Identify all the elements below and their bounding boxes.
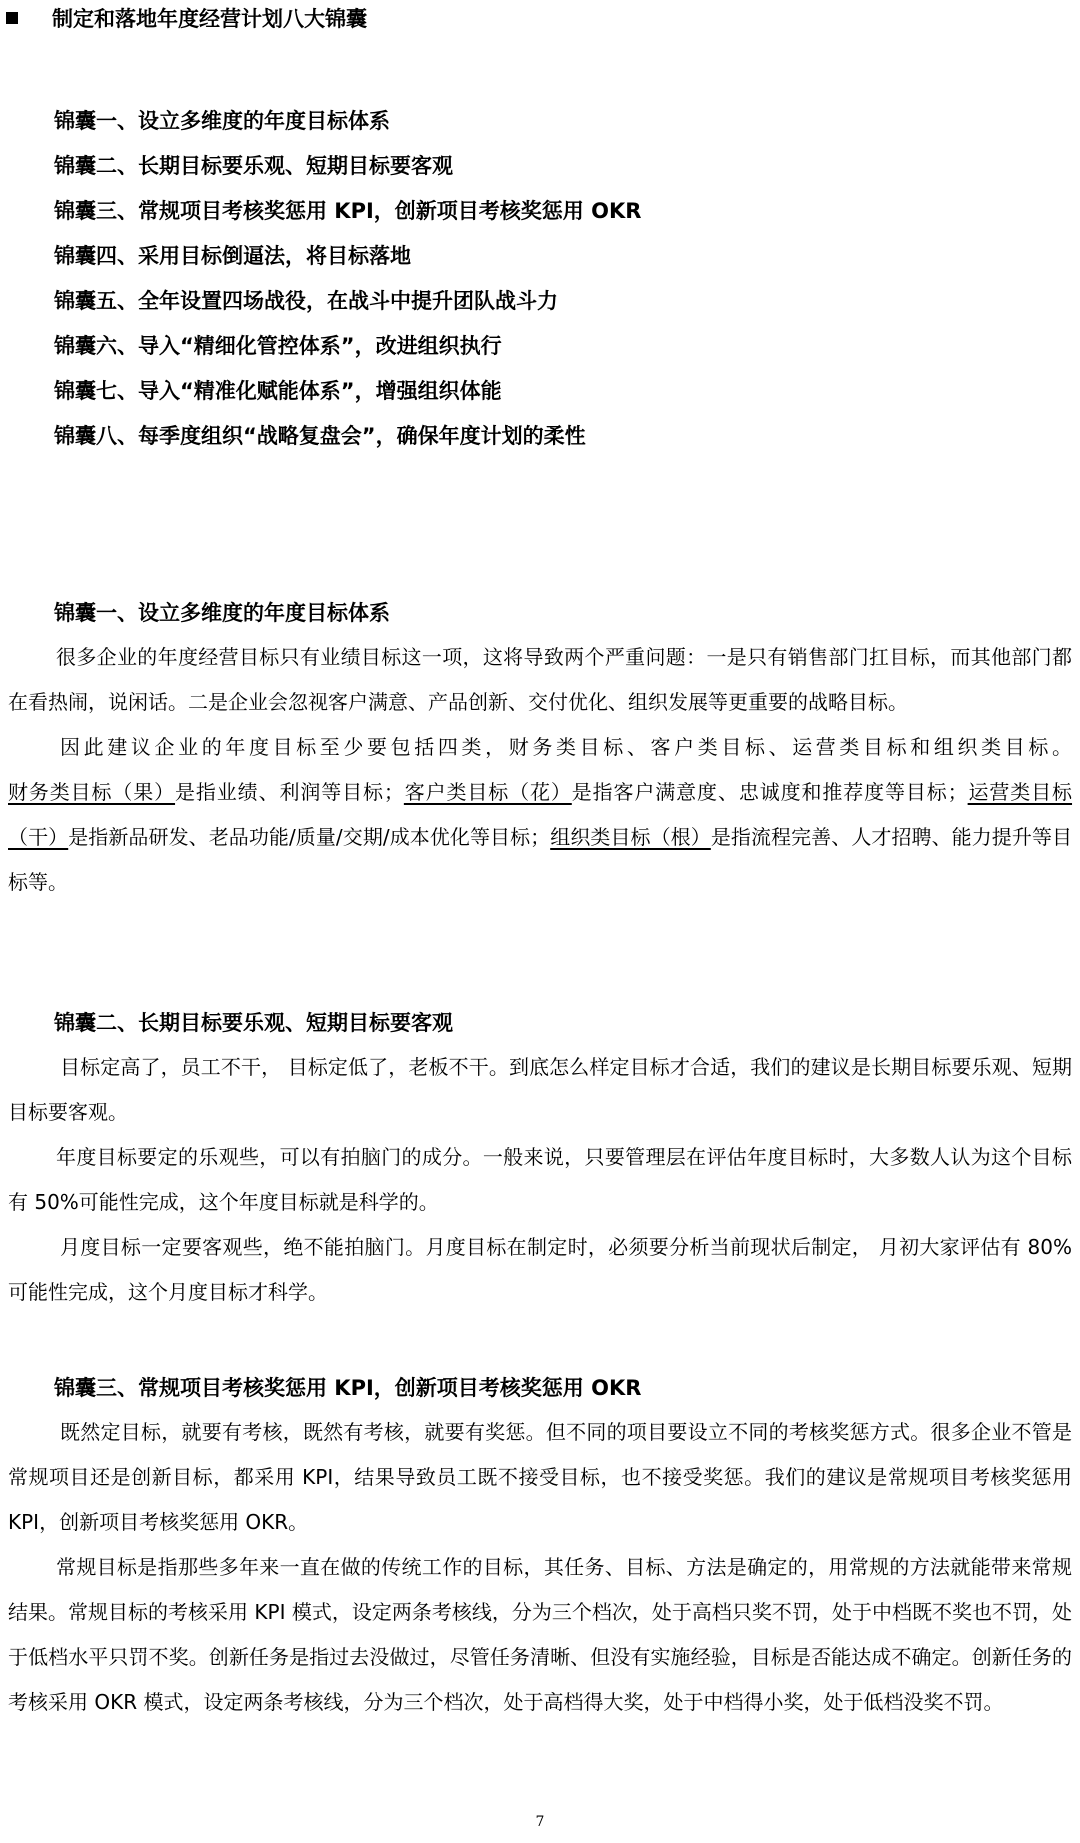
- paragraph: 既然定目标，就要有考核，既然有考核，就要有奖惩。但不同的项目要设立不同的考核奖惩方式。很多企业不管是常规项目还是创新目标，都采用 KPI，结果导致员工既不接受目标，也不接受奖惩。我们的建议是常规项目考核奖惩用 KPI，创新项目考核奖惩用 OKR。: [8, 1420, 1072, 1534]
- operations-goal-text: 是指新品研发、老品功能/质量/交期/成本优化等目标；: [68, 825, 551, 849]
- section-heading: 锦囊三、常规项目考核奖惩用 KPI，创新项目考核奖惩用 OKR: [54, 1376, 642, 1400]
- tips-list-item: 锦囊三、常规项目考核奖惩用 KPI，创新项目考核奖惩用 OKR: [54, 199, 642, 223]
- tips-list-item: 锦囊四、采用目标倒逼法，将目标落地: [54, 244, 411, 268]
- paragraph: 月度目标一定要客观些，绝不能拍脑门。月度目标在制定时，必须要分析当前现状后制定， 月初大家评估有 80%可能性完成，这个月度目标才科学。: [8, 1235, 1072, 1304]
- tips-list-item: 锦囊一、设立多维度的年度目标体系: [54, 109, 390, 133]
- section-heading: 锦囊一、设立多维度的年度目标体系: [54, 601, 390, 625]
- square-bullet-icon: [6, 12, 18, 24]
- tips-list-item: 锦囊八、每季度组织“战略复盘会”，确保年度计划的柔性: [54, 424, 586, 448]
- section-tip-two: [8, 1006, 1072, 1315]
- paragraph: 年度目标要定的乐观些，可以有拍脑门的成分。一般来说，只要管理层在评估年度目标时，大多数人认为这个目标有 50%可能性完成，这个年度目标就是科学的。: [8, 1145, 1072, 1214]
- header-title: 制定和落地年度经营计划八大锦囊: [52, 7, 367, 31]
- customer-goal-term: 客户类目标（花）: [403, 780, 572, 804]
- financial-goal-text: 是指业绩、利润等目标；: [175, 780, 404, 804]
- section-heading: 锦囊二、长期目标要乐观、短期目标要客观: [54, 1011, 453, 1035]
- section-tip-one: [8, 596, 1072, 905]
- tips-list-item: 锦囊六、导入“精细化管控体系”，改进组织执行: [54, 334, 502, 358]
- financial-goal-term: 财务类目标（果）: [8, 780, 176, 804]
- paragraph: [8, 725, 1072, 905]
- paragraph: 目标定高了，员工不干， 目标定低了，老板不干。到底怎么样定目标才合适，我们的建议是长期目标要乐观、短期目标要客观。: [8, 1055, 1072, 1124]
- section-tip-three: [8, 1371, 1072, 1725]
- page-number: 7: [535, 1814, 545, 1830]
- customer-goal-text: 是指客户满意度、忠诚度和推荐度等目标；: [571, 780, 968, 804]
- organization-goal-term: 组织类目标（根）: [550, 825, 711, 849]
- tips-list-item: 锦囊五、全年设置四场战役，在战斗中提升团队战斗力: [54, 289, 558, 313]
- paragraph: 很多企业的年度经营目标只有业绩目标这一项，这将导致两个严重问题：一是只有销售部门扛目标，而其他部门都在看热闹，说闲话。二是企业会忽视客户满意、产品创新、交付优化、组织发展等更重要的战略目标。: [8, 645, 1072, 714]
- paragraph-intro: 因此建议企业的年度目标至少要包括四类，财务类目标、客户类目标、运营类目标和组织类目标。: [60, 735, 1072, 759]
- paragraph: 常规目标是指那些多年来一直在做的传统工作的目标，其任务、目标、方法是确定的，用常规的方法就能带来常规结果。常规目标的考核采用 KPI 模式，设定两条考核线，分为三个档次，处于高档只奖不罚，处于中档既不奖也不罚，处于低档水平只罚不奖。创新任务是指过去没做过，尽管任务清晰、但没有实施经验，目标是否能达成不确定。创新任务的考核采用 OKR 模式，设定两条考核线，分为三个档次，处于高档得大奖，处于中档得小奖，处于低档没奖不罚。: [8, 1555, 1072, 1714]
- document-header: [6, 2, 367, 36]
- tips-list: [54, 104, 641, 464]
- operations-goal-term: 运营类目标（干）: [8, 780, 1073, 849]
- tips-list-item: 锦囊二、长期目标要乐观、短期目标要客观: [54, 154, 453, 178]
- organization-goal-text: 是指流程完善、人才招聘、能力提升等目标等。: [8, 825, 1073, 894]
- tips-list-item: 锦囊七、导入“精准化赋能体系”，增强组织体能: [54, 379, 502, 403]
